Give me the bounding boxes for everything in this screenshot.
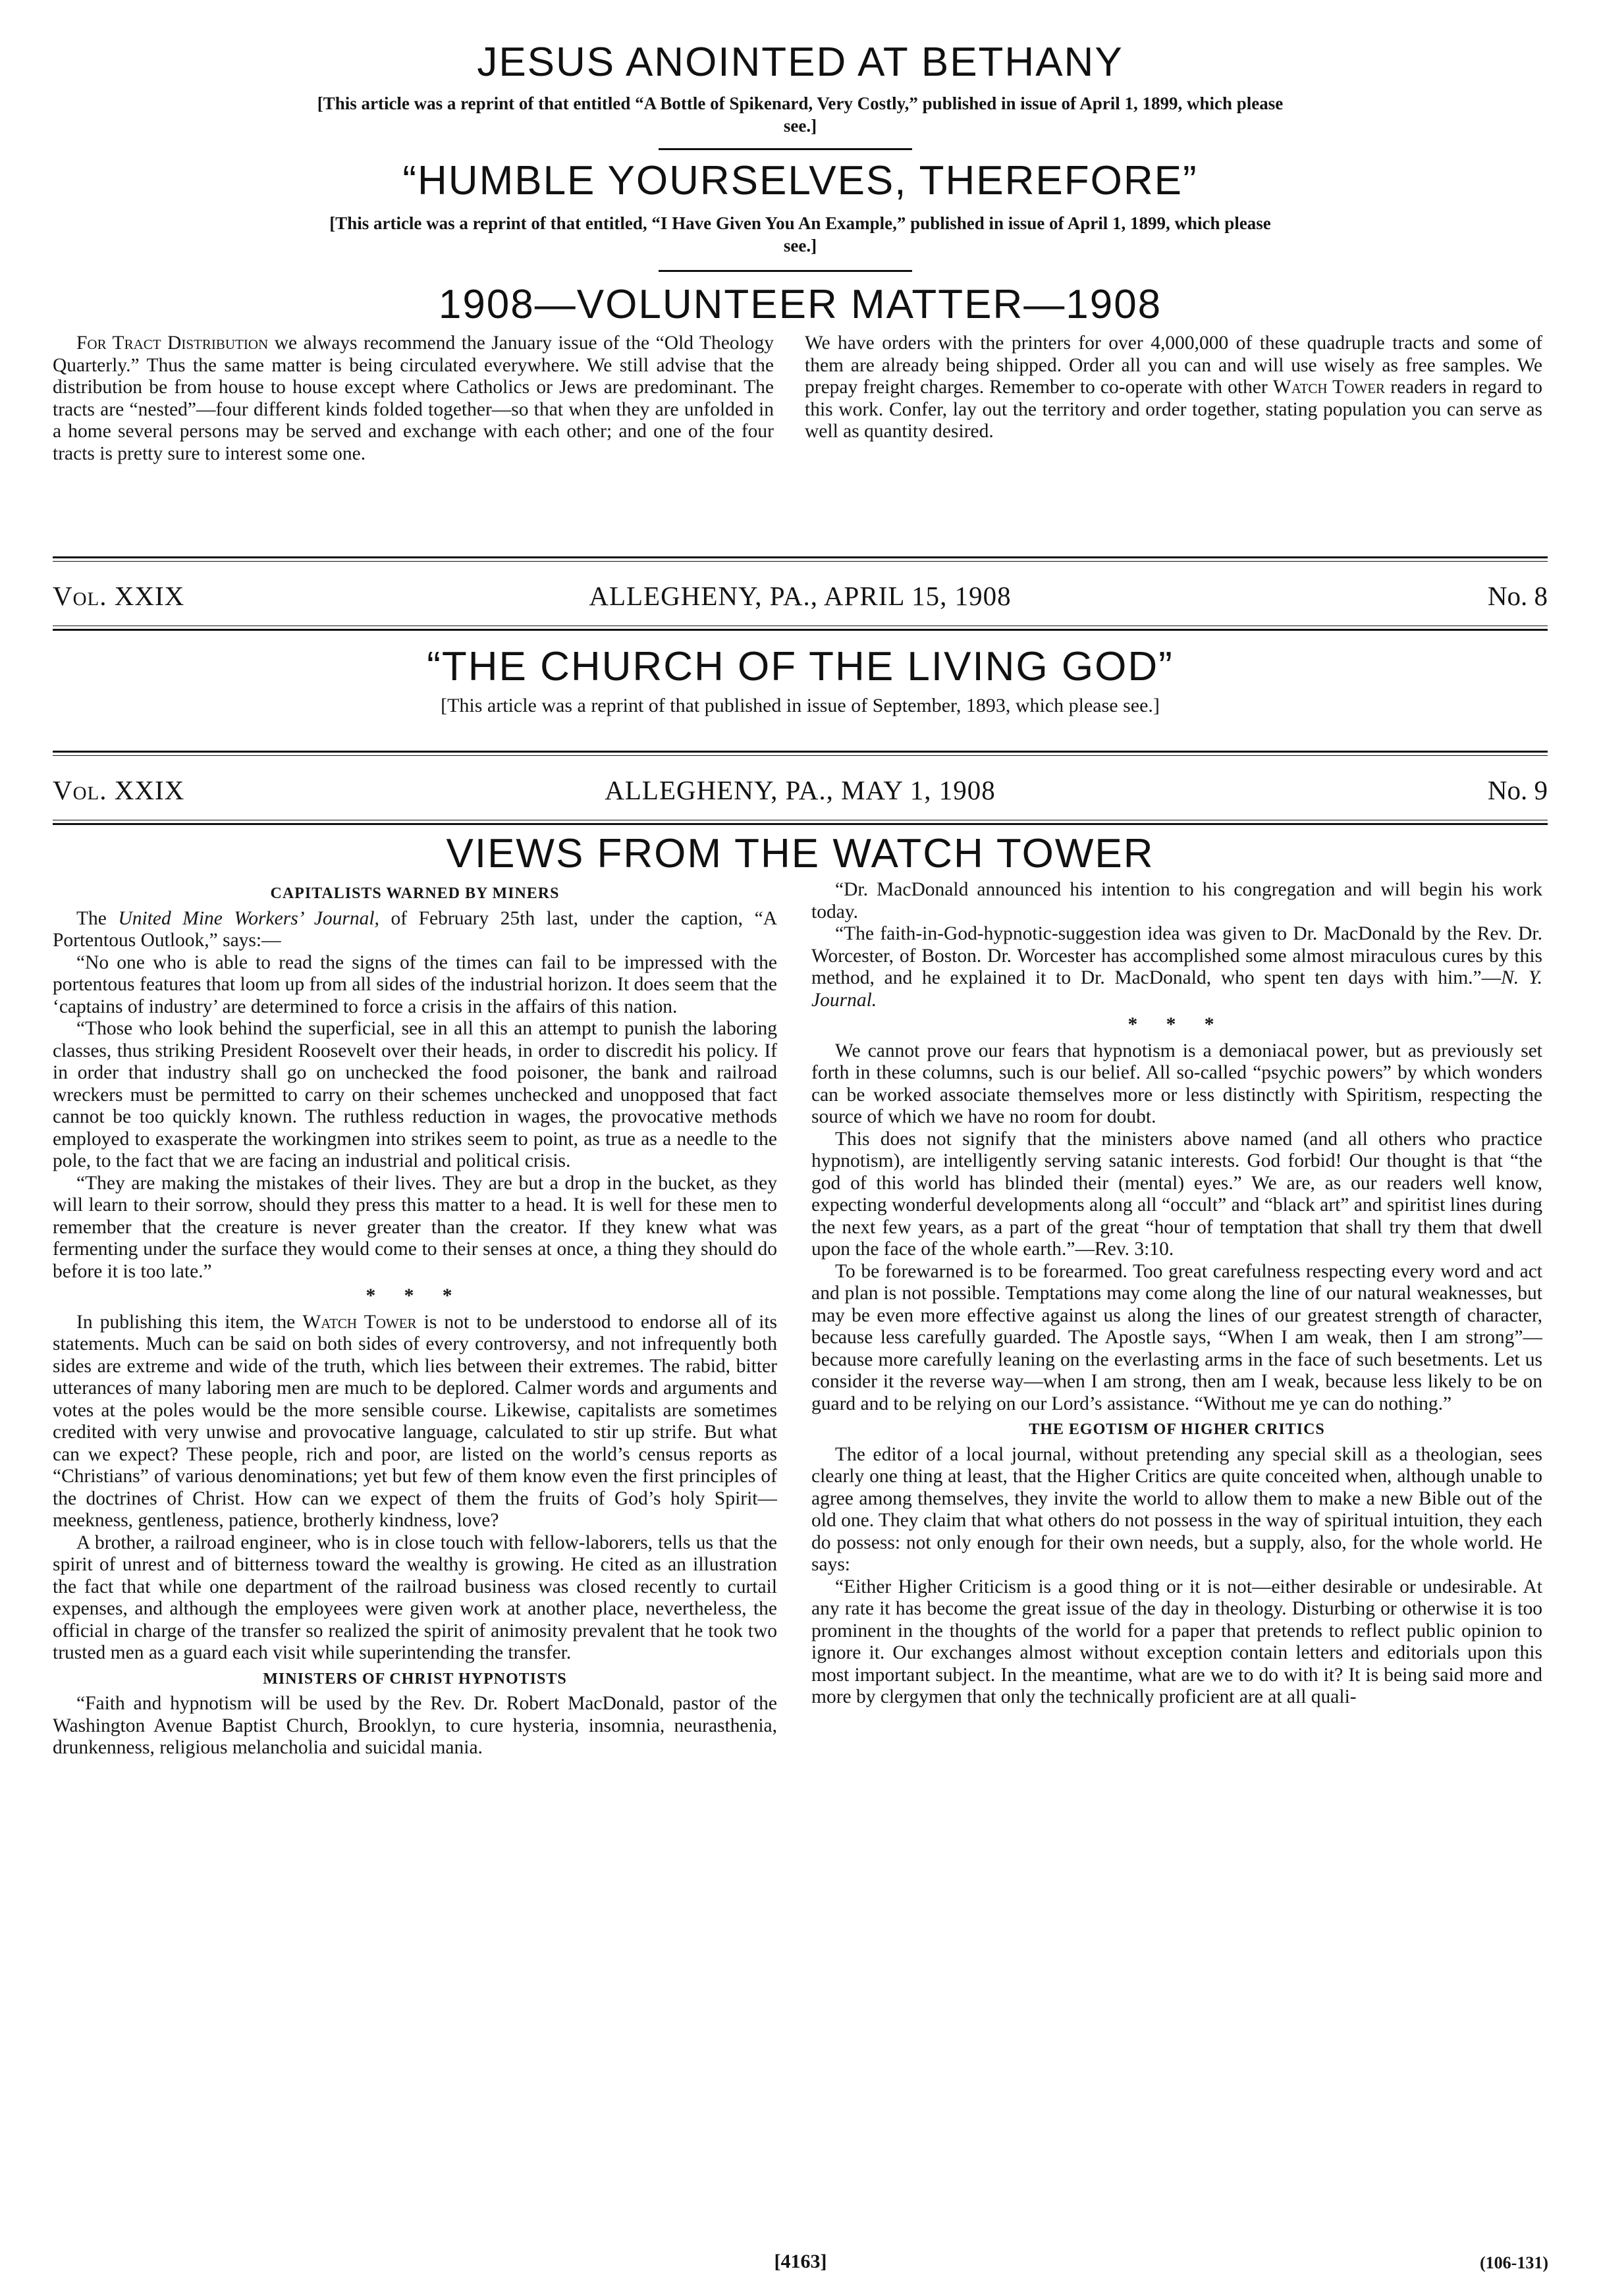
masthead-rule — [53, 629, 1548, 631]
body-paragraph: “Dr. MacDonald announced his intention to his congregation and will begin his work today. — [811, 879, 1542, 922]
body-paragraph: We cannot prove our fears that hypnotism is a demoniacal power, but as previously set forth in these columns, such is our belief. All so-called “psychic powers” by which wonders can be worked associate themselves more or less distinctly with Spiritism, respecting the source of which we have no room for doubt. — [811, 1040, 1542, 1127]
article-note-church: [This article was a reprint of that published in issue of September, 1893, which please see.] — [441, 695, 1160, 716]
volunteer-right-column: We have orders with the printers for over 4,000,000 of these quadruple tracts and some of them are already being shipped. Order all you can and will use wisely as free samples. We prepay freight charges. Remember to co-operate with other Watch Tower readers in regard to this work. Confer, lay out the territory and order together, stating population you can serve as well as quantity desired. — [805, 333, 1542, 442]
volunteer-left-column: For Tract Distribution we always recommend the January issue of the “Old Theology Quarterly.” Thus the same matter is being circulated everywhere. We still advise that the distribution be from house to house except where Catholics or Jews are predominant. The tracts are “nested”—four different kinds folded together—so that when they are unfolded in a home several persons may be served and exchange with each other; and one of the four tracts is pretty sure to interest some one. — [53, 333, 774, 464]
article-note-humble-line2: see.] — [783, 236, 817, 255]
subheading-hypnotists: MINISTERS OF CHRIST HYPNOTISTS — [263, 1670, 567, 1688]
masthead-rule — [53, 556, 1548, 558]
divider — [659, 270, 912, 272]
lead-in: For Tract Distribution — [76, 333, 269, 354]
article-note-jesus-anointed-line2: see.] — [783, 116, 817, 136]
masthead-april-15 — [53, 581, 1548, 611]
issue-place-date: ALLEGHENY, PA., APRIL 15, 1908 — [589, 581, 1012, 611]
masthead-rule — [53, 823, 1548, 825]
article-title-church-living-god: “THE CHURCH OF THE LIVING GOD” — [427, 644, 1174, 689]
section-stars: * * * — [366, 1285, 464, 1306]
quote-paragraph: “No one who is able to read the signs of the times can fail to be impressed with the portentous features that loom up from all sides of the industrial horizon. It does seem that the ‘captains of industry’ are determined to force a crisis in the affairs of this nation. — [53, 951, 777, 1017]
masthead-may-1 — [53, 775, 1548, 805]
page-number: [4163] — [774, 2251, 827, 2272]
article-title-jesus-anointed: JESUS ANOINTED AT BETHANY — [477, 40, 1124, 85]
article-title-volunteer-matter: 1908—VOLUNTEER MATTER—1908 — [438, 282, 1162, 327]
article-title-humble-yourselves: “HUMBLE YOURSELVES, THEREFORE” — [402, 158, 1198, 203]
subheading-capitalists: CAPITALISTS WARNED BY MINERS — [270, 885, 560, 902]
volume-label: Vol. XXIX — [53, 581, 185, 611]
section-stars: * * * — [1127, 1014, 1226, 1035]
article-title-views-watch-tower: VIEWS FROM THE WATCH TOWER — [446, 831, 1154, 876]
views-right-column: “Dr. MacDonald announced his intention to his congregation and will begin his work today. “The faith-in-God-hypnotic-suggestion idea was given to Dr. MacDonald by the Rev. Dr. Worcester, of Boston. Dr. Worcester has accomplished some almost miraculous cures by this method, and he explained it to Dr. MacDonald, who spent ten days with him.”—N. Y. Journal. * * * We cannot prove our fears that hypnotism is a demoniacal power, but as previously set forth in these columns, such is our belief. All so-called “psychic powers” by which wonders can be worked associate themselves more or less distinctly with Spiritism, respecting the source of which we have no room for doubt. This does not signify that the ministers above named (and all others who practice hypnotism), are intelligently serving satanic interests. God forbid! Our thought is that “the god of this world has blinded their (mental) eyes.” We are, as our readers well know, expecting wonderful developments along all “occult” and “black art” and spiritist lines during the next few years, as a part of the great “hour of temptation that shall try them that dwell upon the face of the whole earth.”—Rev. 3:10. To be forewarned is to be forearmed. Too great carefulness respecting every word and act and plan is not possible. Temptations may come along the line of our natural weaknesses, but may be even more effective against us along the lines of our greatest strength of character, because less carefully guarded. The Apostle says, “When I am weak, then I am strong”—because more carefully leaning on the everlasting arms in the face of such besetments. Let us consider it the reverse way—when I am strong, then am I weak, because less likely to be on guard and to be relying on our Lord’s assistance. “Without me ye can do nothing.” THE EGOTISM OF HIGHER CRITICS The editor of a local journal, without pretending any special skill as a theologian, sees clearly one thing at least, that the Higher Critics are quite conceited when, although unable to agree among themselves, they invite the world to allow them to make a new Bible out of the old one. They claim that what others do not possess in the way of spiritual intuition, they each do possess: not only enough for their own needs, but a supply, also, for the whole world. He says: “Either Higher Criticism is a good thing or it is not—either desirable or undesirable. At any rate it has become the great issue of the day in theology. Disturbing or otherwise it is too prominent in the thoughts of the world for a paper that pretends to reflect public opinion to ignore it. Our exchanges almost without exception contain letters and editorials upon this most important subject. In the meantime, what are we to do with it? It is being said more and more by clergymen that only the technically proficient are at all quali- — [811, 879, 1542, 1707]
body-paragraph: The editor of a local journal, without pretending any special skill as a theologian, sees clearly one thing at least, that the Higher Critics are quite conceited when, although unable to agree among themselves, they invite the world to allow them to make a new Bible out of the old one. They claim that what others do not possess in the way of spiritual intuition, they each do possess: not only enough for their own needs, but a supply, also, for the whole world. He says: — [811, 1443, 1542, 1575]
quote-paragraph: “Those who look behind the superficial, see in all this an attempt to punish the laboring classes, thus striking President Roosevelt over their heads, in order to discredit his policy. If in order that industry shall go on unchecked the food poisoner, the bank and railroad wreckers must be permitted to carry on their schemes unchecked and unopposed that fact cannot be too quickly known. The ruthless reduction in wages, the provocative methods employed to exasperate the workingmen into strikes seem to point, as true as a needle to the pole, to the fact that we are facing an industrial and political crisis. — [53, 1018, 777, 1171]
article-note-humble-line1: [This article was a reprint of that entitled, “I Have Given You An Example,” published in issue of April 1, 1899, which please — [329, 213, 1271, 233]
body-paragraph: To be forewarned is to be forearmed. Too great carefulness respecting every word and act and plan is not possible. Temptations may come along the line of our natural weaknesses, but may be even more effective against us along the lines of our greatest strength of character, because less carefully guarded. The Apostle says, “When I am weak, then I am strong”—because more carefully leaning on the everlasting arms in the face of such besetments. Let us consider it the reverse way—when I am strong, then am I weak, because less likely to be on guard and to be relying on our Lord’s assistance. “Without me ye can do nothing.” — [811, 1260, 1542, 1414]
body-paragraph: A brother, a railroad engineer, who is in close touch with fellow-laborers, tells us that the spirit of unrest and of bitterness toward the wealthy is growing. He cited as an illustration the fact that while one department of the railroad business was closed recently to curtail expenses, and although the employees were given work at another place, nevertheless, the official in charge of the transfer so realized the spirit of animosity prevalent that he took two trusted men as a guard each visit while superintending the transfer. — [53, 1532, 777, 1663]
issue-place-date: ALLEGHENY, PA., MAY 1, 1908 — [605, 775, 996, 805]
article-note-jesus-anointed-line1: [This article was a reprint of that entitled “A Bottle of Spikenard, Very Costly,” published in issue of April 1, 1899, which please — [317, 93, 1284, 113]
body-paragraph: “Faith and hypnotism will be used by the Rev. Dr. Robert MacDonald, pastor of the Washington Avenue Baptist Church, Brooklyn, to cure hysteria, insomnia, neurasthenia, drunkenness, religious melancholia and suicidal mania. — [53, 1693, 777, 1758]
masthead-rule — [53, 755, 1548, 756]
masthead-rule — [53, 561, 1548, 562]
quote-paragraph: “They are making the mistakes of their lives. They are but a drop in the bucket, as they will learn to their sorrow, should they press this matter to a head. It is well for these men to remember that the creature is never greater than the creator. If they knew what was fermenting under the surface they would come to their senses at once, a thing they should do before it is too late.” — [53, 1172, 777, 1282]
body-paragraph: This does not signify that the ministers above named (and all others who practice hypnotism), are intelligently serving satanic interests. God forbid! Our thought is that “the god of this world has blinded their (mental) eyes.” We are, as our readers well know, expecting wonderful developments along all “occult” and “black art” and spiritist lines during the next few years, as a part of the great “hour of temptation that shall try them that dwell upon the face of the whole earth.”—Rev. 3:10. — [811, 1128, 1542, 1260]
page-reference: (106-131) — [1480, 2253, 1548, 2272]
issue-number: No. 9 — [1487, 775, 1548, 805]
views-left-column: CAPITALISTS WARNED BY MINERS The United Mine Workers’ Journal, of February 25th last, under the caption, “A Portentous Outlook,” says:— “No one who is able to read the signs of the times can fail to be impressed with the portentous features that loom up from all sides of the industrial horizon. It does seem that the ‘captains of industry’ are determined to force a crisis in the affairs of this nation. “Those who look behind the superficial, see in all this an attempt to punish the laboring classes, thus striking President Roosevelt over their heads, in order to discredit his policy. If in order that industry shall go on unchecked the food poisoner, the bank and railroad wreckers must be permitted to carry on their schemes unchecked and unopposed that fact cannot be too quickly known. The ruthless reduction in wages, the provocative methods employed to exasperate the workingmen into strikes seem to point, as true as a needle to the pole, to the fact that we are facing an industrial and political crisis. “They are making the mistakes of their lives. They are but a drop in the bucket, as they will learn to their sorrow, should they press this matter to a head. It is well for these men to remember that the creature is never greater than the creator. If they knew what was fermenting under the surface they would come to their senses at once, a thing they should do before it is too late.” * * * In publishing this item, the Watch Tower is not to be understood to endorse all of its statements. Much can be said on both sides of every controversy, and not infrequently both sides are extreme and wide of the truth, which lies between their extremes. The rabid, bitter utterances of many laboring men are much to be deplored. Calmer words and arguments and votes at the poles would be the more sensible course. Likewise, capitalists are sometimes credited with very unwise and provocative language, calculated to stir up strife. But what can we expect? These people, rich and poor, are listed on the world’s census reports as “Christians” of various denominations; yet but few of them know even the first principles of the doctrines of Christ. How can we expect of them the fruits of God’s holy Spirit—meekness, gentleness, patience, brotherly kindness, love? A brother, a railroad engineer, who is in close touch with fellow-laborers, tells us that the spirit of unrest and of bitterness toward the wealthy is growing. He cited as an illustration the fact that while one department of the railroad business was closed recently to curtail expenses, and although the employees were given work at another place, nevertheless, the official in charge of the transfer so realized the spirit of animosity prevalent that he took two trusted men as a guard each visit while superintending the transfer. MINISTERS OF CHRIST HYPNOTISTS “Faith and hypnotism will be used by the Rev. Dr. Robert MacDonald, pastor of the Washington Avenue Baptist Church, Brooklyn, to cure hysteria, insomnia, neurasthenia, drunkenness, religious melancholia and suicidal mania. — [53, 879, 777, 2229]
subheading-higher-critics: THE EGOTISM OF HIGHER CRITICS — [1029, 1421, 1325, 1438]
issue-number: No. 8 — [1487, 581, 1548, 611]
divider — [659, 148, 912, 150]
volume-label: Vol. XXIX — [53, 775, 185, 805]
quote-paragraph: “Either Higher Criticism is a good thing or it is not—either desirable or undesirable. At any rate it has become the great issue of the day in theology. Disturbing or otherwise it is too prominent in the thoughts of the world for a paper that pretends to reflect public opinion to ignore it. Our exchanges almost without exception contain letters and editorials upon this most important subject. In the meantime, what are we to do with it? It is being said more and more by clergymen that only the technically proficient are at all quali- — [811, 1576, 1542, 1707]
masthead-rule — [53, 751, 1548, 753]
